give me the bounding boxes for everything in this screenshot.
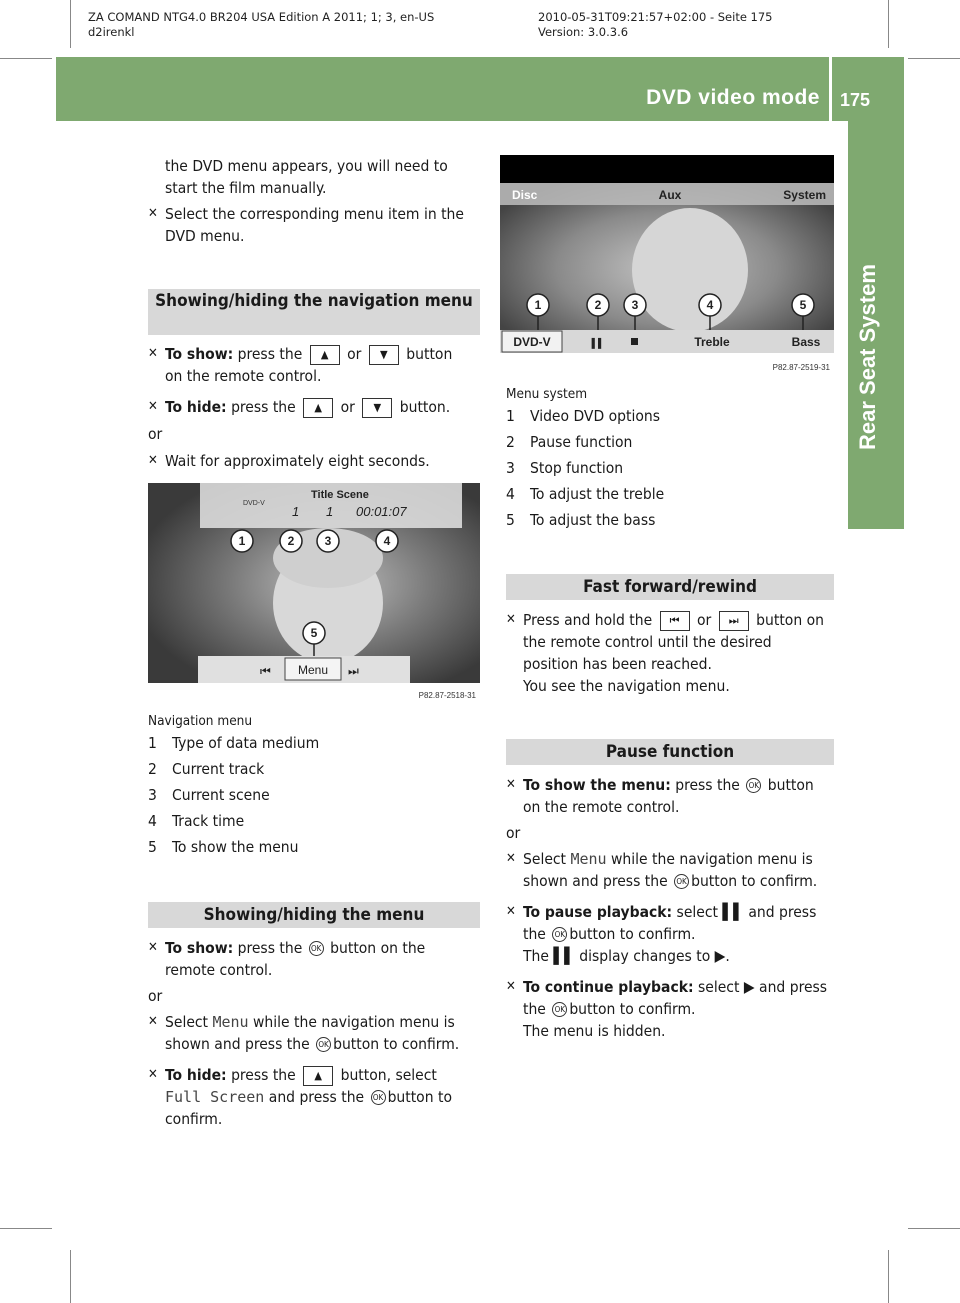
or-text: or (148, 425, 163, 443)
legend-text: To adjust the treble (530, 485, 665, 503)
heading-text: Pause function (605, 742, 735, 762)
step-text: on the remote control. (523, 798, 680, 816)
crop-mark (888, 1250, 889, 1303)
treble-label: Treble (694, 335, 730, 349)
step-arrow-icon: ✕ (506, 979, 516, 994)
pause-icon: ▌▌ (722, 903, 744, 921)
step (506, 976, 846, 1042)
ok-button-icon: OK (674, 874, 689, 889)
step-label: To show: (165, 345, 234, 363)
legend-text: Stop function (530, 459, 624, 477)
scene-value: 1 (326, 504, 334, 519)
legend-list (506, 405, 841, 531)
next-key-icon: ⏭ (719, 611, 749, 631)
ok-button-icon: OK (552, 927, 567, 942)
child-face (632, 208, 748, 332)
step-text: press the (231, 398, 296, 416)
step-label: To continue playback: (523, 978, 694, 996)
legend-text: Video DVD options (530, 407, 660, 425)
step-arrow-icon: ✕ (506, 612, 516, 627)
callout-num: 3 (324, 534, 332, 548)
step-text: select (676, 903, 718, 921)
step-text: and press (748, 903, 817, 921)
step-text: the (523, 925, 546, 943)
legend-text: Current track (172, 760, 265, 778)
ok-button-icon: OK (309, 941, 324, 956)
doc-version: Version: 3.0.3.6 (538, 25, 629, 39)
image-code: P82.87-2518-31 (418, 691, 476, 700)
legend-item (148, 836, 483, 858)
pause-icon: ▌▌ (553, 947, 575, 965)
or-text: or (506, 824, 521, 842)
crop-mark (70, 0, 71, 48)
section-heading (506, 739, 834, 765)
step-text: Wait for approximately eight seconds. (165, 452, 430, 470)
legend-item (506, 457, 841, 479)
aux-tab: Aux (658, 188, 682, 202)
step-text: press the (237, 345, 303, 363)
menu-display-text: Menu (570, 850, 607, 868)
ok-button-icon: OK (316, 1037, 331, 1052)
up-key-icon: ▲ (310, 345, 340, 365)
doc-timestamp: 2010-05-31T09:21:57+02:00 - Seite 175 (538, 10, 773, 24)
step-text: the (523, 1000, 546, 1018)
step-arrow-icon: ✕ (148, 1067, 158, 1082)
callout-num: 5 (310, 626, 318, 640)
step-text: button (767, 776, 814, 794)
step-text: press the (231, 1066, 296, 1084)
legend-item (506, 483, 841, 505)
callout-num: 4 (706, 298, 714, 312)
nav-legend (148, 713, 483, 858)
step-text: remote control. (165, 961, 273, 979)
step-text: button to confirm. (569, 1000, 696, 1018)
step-text: button on (756, 611, 824, 629)
system-tab: System (783, 188, 826, 202)
step-text: position has been reached. (523, 655, 712, 673)
step-text: or (340, 398, 355, 416)
step-text: shown and press the (523, 872, 668, 890)
legend-num: 4 (506, 485, 515, 503)
step (506, 609, 841, 697)
legend-text: To adjust the bass (530, 511, 656, 529)
caption: Menu system (506, 386, 588, 402)
step-text: press the (675, 776, 740, 794)
legend-text: Track time (172, 812, 245, 830)
step-text: press the (237, 939, 303, 957)
section-heading (148, 902, 480, 928)
step (148, 1011, 488, 1055)
menu-legend (506, 386, 841, 531)
next-icon: ⏭ (348, 664, 359, 678)
down-key-icon: ▼ (369, 345, 399, 365)
callout-num: 3 (631, 298, 639, 312)
heading-text: Showing/hiding the navigation menu (155, 291, 473, 311)
doc-id: ZA COMAND NTG4.0 BR204 USA Edition A 2011; 1; 3, en-US (88, 10, 435, 24)
step-arrow-icon: ✕ (506, 904, 516, 919)
step-text: button to confirm. (333, 1035, 460, 1053)
menu-system-screenshot (500, 155, 834, 378)
legend-text: Type of data medium (172, 734, 320, 752)
legend-text: Current scene (172, 786, 270, 804)
heading-text: Fast forward/rewind (583, 577, 757, 597)
step-label: To hide: (165, 398, 227, 416)
legend-item (148, 784, 483, 806)
step: ✕ To pause playback: select ▌▌ and press the OK button to confirm. The ▌▌ display changes to ▶. (506, 903, 817, 965)
prev-key-icon: ⏮ (660, 611, 690, 631)
thumb-tab (848, 484, 904, 529)
callout-num: 2 (287, 534, 295, 548)
step-text: button to confirm. (569, 925, 696, 943)
step-text: The menu is hidden. (523, 1022, 666, 1040)
caption: Navigation menu (148, 713, 253, 729)
callout-num: 1 (534, 298, 542, 312)
up-key-icon: ▲ (303, 398, 333, 418)
legend-num: 1 (506, 407, 515, 425)
step-text: You see the navigation menu. (523, 677, 730, 695)
step-arrow-icon: ✕ (148, 940, 158, 955)
step (148, 1064, 488, 1130)
step-label: To show the menu: (523, 776, 671, 794)
step-arrow-icon: ✕ (148, 206, 158, 221)
legend-item (148, 732, 483, 754)
step-text: and press (759, 978, 828, 996)
crop-mark (0, 1228, 52, 1229)
step-text: Select (165, 1013, 209, 1031)
step (148, 343, 488, 387)
ok-button-icon: OK (746, 778, 761, 793)
step-text: Select the corresponding menu item in the (165, 205, 464, 223)
heading-text: Showing/hiding the menu (203, 905, 425, 925)
step-arrow-icon: ✕ (506, 777, 516, 792)
step-arrow-icon: ✕ (148, 1014, 158, 1029)
crop-mark (908, 58, 960, 59)
play-icon: ▶ (743, 978, 755, 996)
down-key-icon: ▼ (362, 398, 392, 418)
step-text: on the remote control. (165, 367, 322, 385)
step-text: display changes to (579, 947, 711, 965)
step-text: confirm. (165, 1110, 223, 1128)
step-text: while the navigation menu is (611, 850, 813, 868)
or-text: or (148, 987, 163, 1005)
step-text: button to confirm. (691, 872, 818, 890)
disc-tab: Disc (512, 188, 538, 202)
step (148, 396, 488, 418)
step-text: Select (523, 850, 567, 868)
track-value: 1 (292, 504, 300, 519)
prev-icon: ⏮ (260, 664, 271, 678)
step-label: To show: (165, 939, 234, 957)
legend-num: 3 (506, 459, 515, 477)
step-text: button to (387, 1088, 452, 1106)
pause-icon: ▌▌ (591, 338, 605, 348)
legend-item (506, 431, 841, 453)
step-text: shown and press the (165, 1035, 310, 1053)
legend-num: 5 (148, 838, 157, 856)
section-heading (148, 289, 480, 335)
ok-button-icon: OK (371, 1090, 386, 1105)
step-text: button (406, 345, 453, 363)
callout-num: 5 (799, 298, 807, 312)
intro-line: start the film manually. (165, 179, 327, 197)
intro-line: the DVD menu appears, you will need to (165, 157, 448, 175)
menu-display-text: Menu (212, 1013, 249, 1031)
doc-author: d2irenkl (88, 25, 135, 39)
ok-button-icon: OK (552, 1002, 567, 1017)
step (148, 203, 483, 247)
crop-mark (908, 1228, 960, 1229)
header-divider (829, 57, 832, 121)
dvd-label: DVD-V (243, 500, 265, 507)
image-code: P82.87-2519-31 (772, 363, 830, 372)
title-scene-label: Title Scene (311, 489, 369, 501)
up-key-icon: ▲ (303, 1066, 333, 1086)
ff-steps (506, 609, 841, 697)
navigation-menu-screenshot (148, 483, 480, 705)
legend-num: 2 (148, 760, 157, 778)
step-text: Press and hold the (523, 611, 653, 629)
legend-num: 2 (506, 433, 515, 451)
legend-item (148, 810, 483, 832)
step-arrow-icon: ✕ (148, 346, 158, 361)
legend-text: To show the menu (172, 838, 299, 856)
nav-menu-steps (148, 343, 488, 472)
step-text: select (698, 978, 740, 996)
legend-num: 5 (506, 511, 515, 529)
step-arrow-icon: ✕ (148, 453, 158, 468)
callout-num: 1 (238, 534, 246, 548)
legend-item (506, 509, 841, 531)
step-text: the remote control until the desired (523, 633, 772, 651)
legend-num: 4 (148, 812, 157, 830)
left-column (148, 155, 483, 247)
time-value: 00:01:07 (356, 504, 407, 519)
bass-label: Bass (791, 335, 821, 349)
stop-icon (631, 338, 638, 345)
legend-text: Pause function (530, 433, 633, 451)
step-text: The (523, 947, 549, 965)
step-label: To hide: (165, 1066, 227, 1084)
legend-num: 1 (148, 734, 157, 752)
step (506, 848, 846, 892)
page-number: 175 (840, 90, 871, 110)
crop-mark (888, 0, 889, 48)
step-text: button, select (340, 1066, 437, 1084)
legend-item (148, 758, 483, 780)
legend-num: 3 (148, 786, 157, 804)
callout-num: 4 (383, 534, 391, 548)
step-text: button on the (330, 939, 426, 957)
full-screen-text: Full Screen (165, 1088, 265, 1106)
step-text: or (347, 345, 362, 363)
doc-meta-right (538, 10, 773, 40)
legend-item (506, 405, 841, 427)
page-title: DVD video mode (646, 86, 820, 109)
doc-meta-left (88, 10, 434, 40)
menu-steps (148, 937, 488, 1130)
pause-steps (506, 774, 846, 1042)
step-label: To pause playback: (523, 903, 673, 921)
step-text: DVD menu. (165, 227, 245, 245)
section-label: Rear Seat System (855, 264, 880, 450)
legend-list (148, 732, 483, 858)
play-icon: ▶ (714, 947, 726, 965)
step-text: and press the (268, 1088, 365, 1106)
dvd-v-label: DVD-V (513, 335, 551, 349)
step-arrow-icon: ✕ (148, 399, 158, 414)
step-text: button. (399, 398, 451, 416)
section-heading (506, 574, 834, 600)
step-text: while the navigation menu is (253, 1013, 455, 1031)
step-arrow-icon: ✕ (506, 851, 516, 866)
menu-label: Menu (297, 663, 329, 677)
step-text: or (697, 611, 712, 629)
crop-mark (70, 1250, 71, 1303)
callout-num: 2 (594, 298, 602, 312)
step (148, 937, 488, 981)
step (506, 774, 846, 818)
step (148, 450, 488, 472)
crop-mark (0, 58, 52, 59)
